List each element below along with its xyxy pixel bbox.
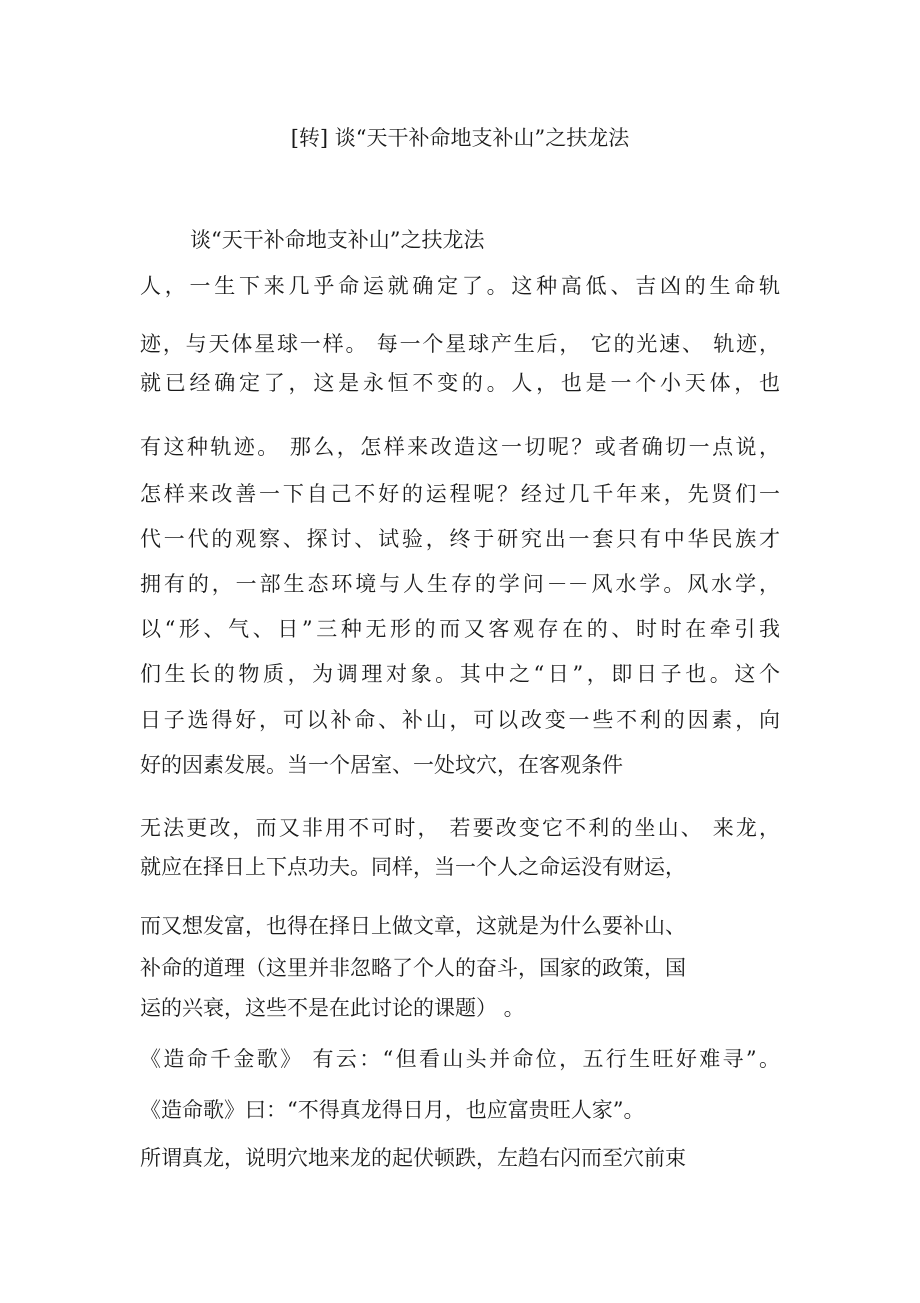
text-line-17: 《造命千金歌》 有云：“但看山头并命位，五行生旺好难寻”。: [140, 1047, 780, 1071]
text-line-1: 人，一生下来几乎命运就确定了。这种高低、吉凶的生命轨: [140, 274, 780, 298]
text-line-11: 好的因素发展。当一个居室、一处坟穴，在客观条件: [140, 753, 623, 777]
text-line-18: 《造命歌》曰：“不得真龙得日月，也应富贵旺人家”。: [140, 1098, 645, 1122]
text-line-16: 运的兴衰，这些不是在此讨论的课题） 。: [140, 996, 525, 1020]
text-line-13: 就应在择日上下点功夫。同样，当一个人之命运没有财运，: [140, 855, 686, 879]
text-line-6: 代一代的观察、探讨、试验，终于研究出一套只有中华民族才: [140, 527, 780, 551]
text-line-19: 所谓真龙，说明穴地来龙的起伏顿跌，左趋右闪而至穴前束: [140, 1146, 686, 1170]
text-line-8: 以“形、气、日”三种无形的而又客观存在的、时时在牵引我: [140, 617, 780, 641]
article-subtitle: 谈“天干补命地支补山”之扶龙法: [190, 228, 485, 252]
text-line-10: 日子选得好，可以补命、补山，可以改变一些不利的因素，向: [140, 708, 780, 732]
document-title: [转] 谈“天干补命地支补山”之扶龙法: [290, 126, 630, 150]
text-line-5: 怎样来改善一下自己不好的运程呢？经过几千年来，先贤们一: [140, 482, 780, 506]
text-line-9: 们生长的物质，为调理对象。其中之“日”，即日子也。这个: [140, 662, 780, 686]
text-line-2: 迹，与天体星球一样。 每一个星球产生后， 它的光速、 轨迹，: [140, 332, 780, 356]
text-line-4: 有这种轨迹。 那么，怎样来改造这一切呢？或者确切一点说，: [140, 435, 780, 459]
text-line-14: 而又想发富，也得在择日上做文章，这就是为什么要补山、: [140, 914, 686, 938]
text-line-15: 补命的道理（这里并非忽略了个人的奋斗，国家的政策，国: [140, 956, 686, 980]
text-line-12: 无法更改，而又非用不可时， 若要改变它不利的坐山、 来龙，: [140, 816, 780, 840]
text-line-7: 拥有的，一部生态环境与人生存的学问－－风水学。风水学，: [140, 572, 780, 596]
text-line-3: 就已经确定了，这是永恒不变的。人，也是一个小天体，也: [140, 371, 780, 395]
